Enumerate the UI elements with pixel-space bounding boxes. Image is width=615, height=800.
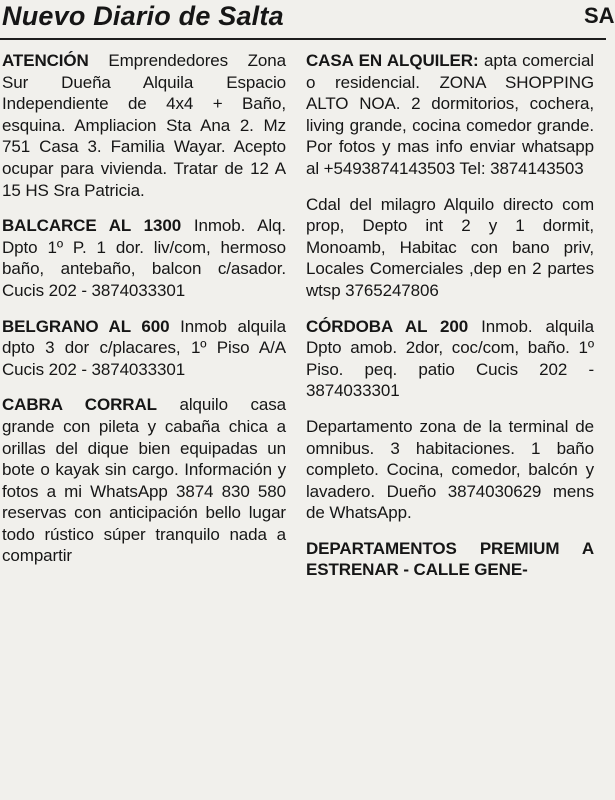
classified-ad xyxy=(2,394,286,567)
ad-heading: BALCARCE AL 1300 xyxy=(2,216,182,236)
newspaper-title: Nuevo Diario de Salta xyxy=(2,1,284,31)
classified-ad xyxy=(2,316,286,381)
classified-ad xyxy=(2,50,286,201)
masthead xyxy=(0,0,615,40)
classified-ad xyxy=(2,215,286,301)
ad-body: Cdal del milagro Alquilo directo com prop, Depto int 2 y 1 dormit, Monoamb, Habitac con bano priv, Locales Comerciales ,dep en 2 partes wtsp 3765247806 xyxy=(306,194,594,300)
classified-ad xyxy=(306,538,594,581)
ad-heading: CÓRDOBA AL 200 xyxy=(306,316,469,336)
classified-ad xyxy=(306,416,594,524)
classified-ad xyxy=(306,50,594,180)
ad-heading: ATENCIÓN xyxy=(2,51,89,70)
ad-body: Departamento zona de la terminal de omnibus. 3 habitaciones. 1 baño completo. Cocina, comedor, balcón y lavadero. Dueño 3874030629 mens de WhatsApp. xyxy=(306,416,594,523)
ad-heading: CABRA CORRAL xyxy=(2,395,157,415)
ad-body: apta comercial o residencial. ZONA SHOPPING ALTO NOA. 2 dormitorios, cochera, living grande, cocina comedor grande. Por fotos y mas info enviar whatsapp al +5493874143503 Tel: 3874143503 xyxy=(306,51,594,178)
ad-body: Inmob. Alq. Dpto 1º P. 1 dor. liv/com, hermoso baño, antebaño, balcon c/asador. Cucis 202 - 3874033301 xyxy=(2,216,286,300)
ad-heading: CASA EN ALQUILER: xyxy=(306,51,479,70)
right-column xyxy=(306,50,594,595)
classified-ad xyxy=(306,316,594,402)
ad-body: Inmob. alquila Dpto amob. 2dor, coc/com, baño. 1º Piso. peq. patio Cucis 202 - 3874033301 xyxy=(306,316,594,401)
ad-heading: BELGRANO AL 600 xyxy=(2,316,170,336)
ad-body: Emprendedores Zona Sur Dueña Alquila Espacio Independiente de 4x4 + Baño, esquina. Ampliacion Sta Ana 2. Mz 751 Casa 3. Familia Wayar. Acepto ocupar para vivienda. Tratar de 12 A 15 HS Sra Patricia. xyxy=(2,51,286,200)
ad-heading: DEPARTAMENTOS PREMIUM A ESTRENAR - CALLE GENE- xyxy=(306,538,594,580)
ad-body: alquilo casa grande con pileta y cabaña chica a orillas del dique bien equipadas un bote o kayak sin cargo. Información y fotos a mi WhatsApp 3874 830 580 reservas con anticipación bello lugar todo rústico súper tranquilo nada a compartir xyxy=(2,395,286,566)
next-page-title-fragment: SA xyxy=(584,3,615,28)
ad-body: Inmob alquila dpto 3 dor c/placares, 1º Piso A/A Cucis 202 - 3874033301 xyxy=(2,316,286,379)
classified-ad xyxy=(306,194,594,302)
left-column xyxy=(2,50,286,581)
